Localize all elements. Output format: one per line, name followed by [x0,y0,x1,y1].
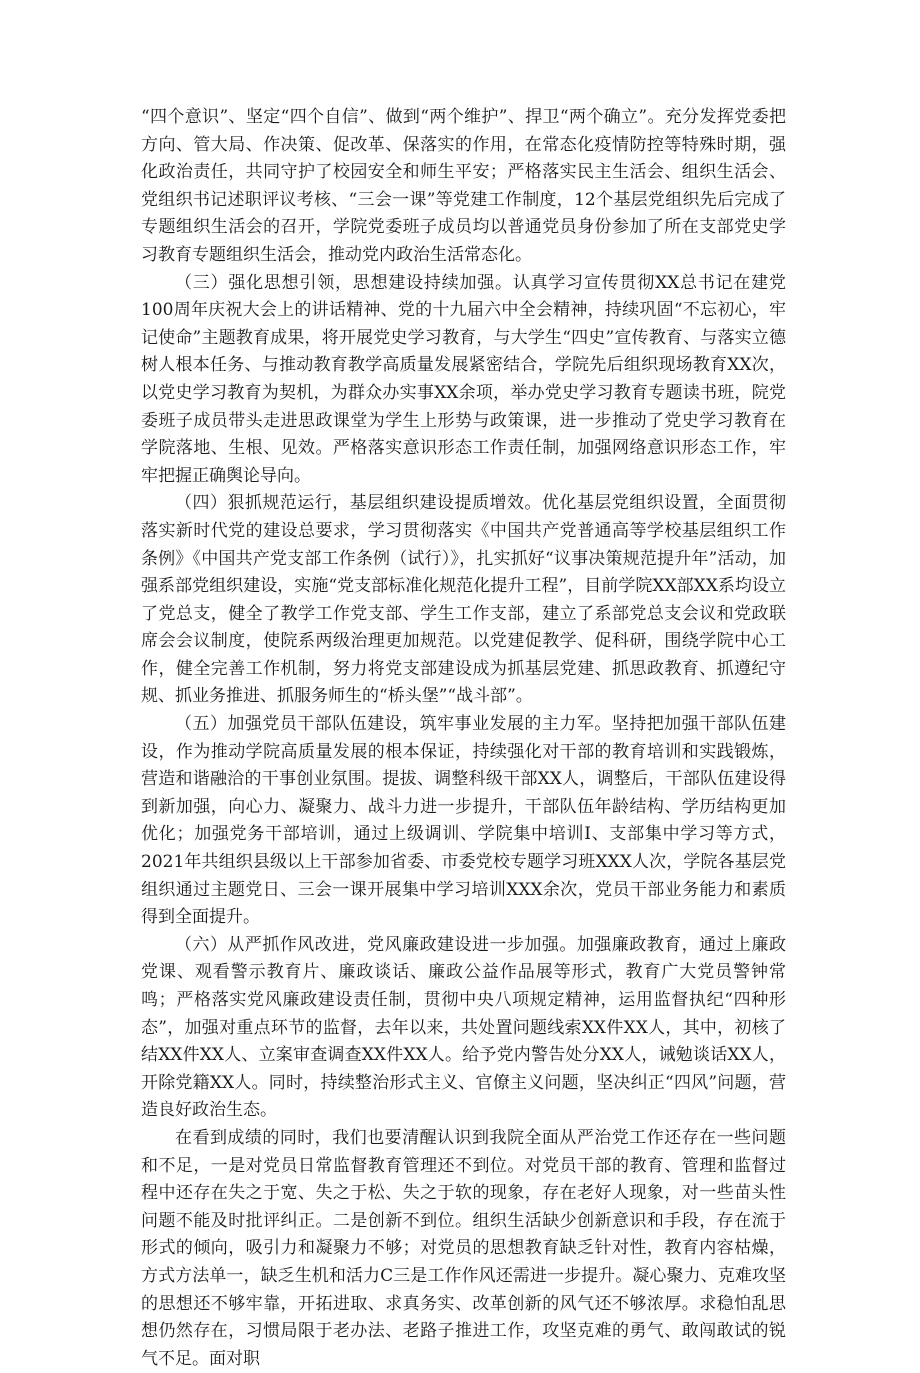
paragraph-section-5: （五）加强党员干部队伍建设，筑牢事业发展的主力军。坚持把加强干部队伍建设，作为推动学院高质量发展的根本保证，持续强化对干部的教育培训和实践锻炼，营造和谐融洽的干事创业氛围。提拔、调整科级干部XX人，调整后，干部队伍建设得到新加强，向心力、凝聚力、战斗力进一步提升，干部队伍年龄结构、学历结构更加优化；加强党务干部培训，通过上级调训、学院集中培训I、支部集中学习等方式，2021年共组织县级以上干部参加省委、市委党校专题学习班XXX人次，学院各基层党组织通过主题党日、三会一课开展集中学习培训XXX余次，党员干部业务能力和素质得到全面提升。 [141,714,786,928]
paragraph-section-6: （六）从严抓作风改进，党风廉政建设进一步加强。加强廉政教育，通过上廉政党课、观看警示教育片、廉政谈话、廉政公益作品展等形式，教育广大党员警钟常鸣；严格落实党风廉政建设责任制，贯彻中央八项规定精神，运用监督执纪“四种形态”，加强对重点环节的监督，去年以来，共处置问题线索XX件XX人，其中，初核了结XX件XX人、立案审查调查XX件XX人。给予党内警告处分XX人，诫勉谈话XX人，开除党籍XX人。同时，持续整治形式主义、官僚主义问题，坚决纠正“四风”问题，营造良好政治生态。 [141,934,786,1121]
paragraph-section-3: （三）强化思想引领，思想建设持续加强。认真学习宣传贯彻XX总书记在建党100周年庆祝大会上的讲话精神、党的十九届六中全会精神，持续巩固“不忘初心，牢记使命”主题教育成果，将开展党史学习教育，与大学生“四史”宣传教育、与落实立德树人根本任务、与推动教育教学高质量发展紧密结合，学院先后组织现场教育XX次，以党史学习教育为契机，为群众办实事XX余项，举办党史学习教育专题读书班，院党委班子成员带头走进思政课堂为学生上形势与政策课，进一步推动了党史学习教育在学院落地、生根、见效。严格落实意识形态工作责任制，加强网络意识形态工作，牢牢把握正确舆论导向。 [141,272,786,486]
paragraph-intro-continuation: “四个意识”、坚定“四个自信”、做到“两个维护”、捍卫“两个确立”。充分发挥党委把方向、管大局、作决策、促改革、保落实的作用，在常态化疫情防控等特殊时期，强化政治责任，共同守护了校园安全和师生平安；严格落实民主生活会、组织生活会、党组织书记述职评议考核、“三会一课”等党建工作制度，12个基层党组织先后完成了专题组织生活会的召开，学院党委班子成员均以普通党员身份参加了所在支部党史学习教育专题组织生活会，推动党内政治生活常态化。 [141,107,786,265]
document-page [141,104,786,1373]
paragraph-section-4: （四）狠抓规范运行，基层组织建设提质增效。优化基层党组织设置，全面贯彻落实新时代党的建设总要求，学习贯彻落实《中国共产党普通高等学校基层组织工作条例》《中国共产党支部工作条例（试行）》，扎实抓好“议事决策规范提升年”活动，加强系部党组织建设，实施“党支部标准化规范化提升工程”，目前学院XX部XX系均设立了党总支，健全了教学工作党支部、学生工作支部，建立了系部党总支会议和党政联席会会议制度，使院系两级治理更加规范。以党建促教学、促科研，围绕学院中心工作，健全完善工作机制，努力将党支部建设成为抓基层党建、抓思政教育、抓遵纪守规、抓业务推进、抓服务师生的“桥头堡”“战斗部”。 [141,493,786,707]
paragraph-problems: 在看到成绩的同时，我们也要清醒认识到我院全面从严治党工作还存在一些问题和不足，一是对党员日常监督教育管理还不到位。对党员干部的教育、管理和监督过程中还存在失之于宽、失之于松、失之于软的现象，存在老好人现象，对一些苗头性问题不能及时批评纠正。二是创新不到位。组织生活缺少创新意识和手段，存在流于形式的倾向，吸引力和凝聚力不够；对党员的思想教育缺乏针对性，教育内容枯燥，方式方法单一，缺乏生机和活力C三是工作作风还需进一步提升。凝心聚力、克难攻坚的思想还不够牢靠，开拓进取、求真务实、改革创新的风气还不够浓厚。求稳怕乱思想仍然存在，习惯局限于老办法、老路子推进工作，攻坚克难的勇气、敢闯敢试的锐气不足。面对职 [141,1127,786,1369]
